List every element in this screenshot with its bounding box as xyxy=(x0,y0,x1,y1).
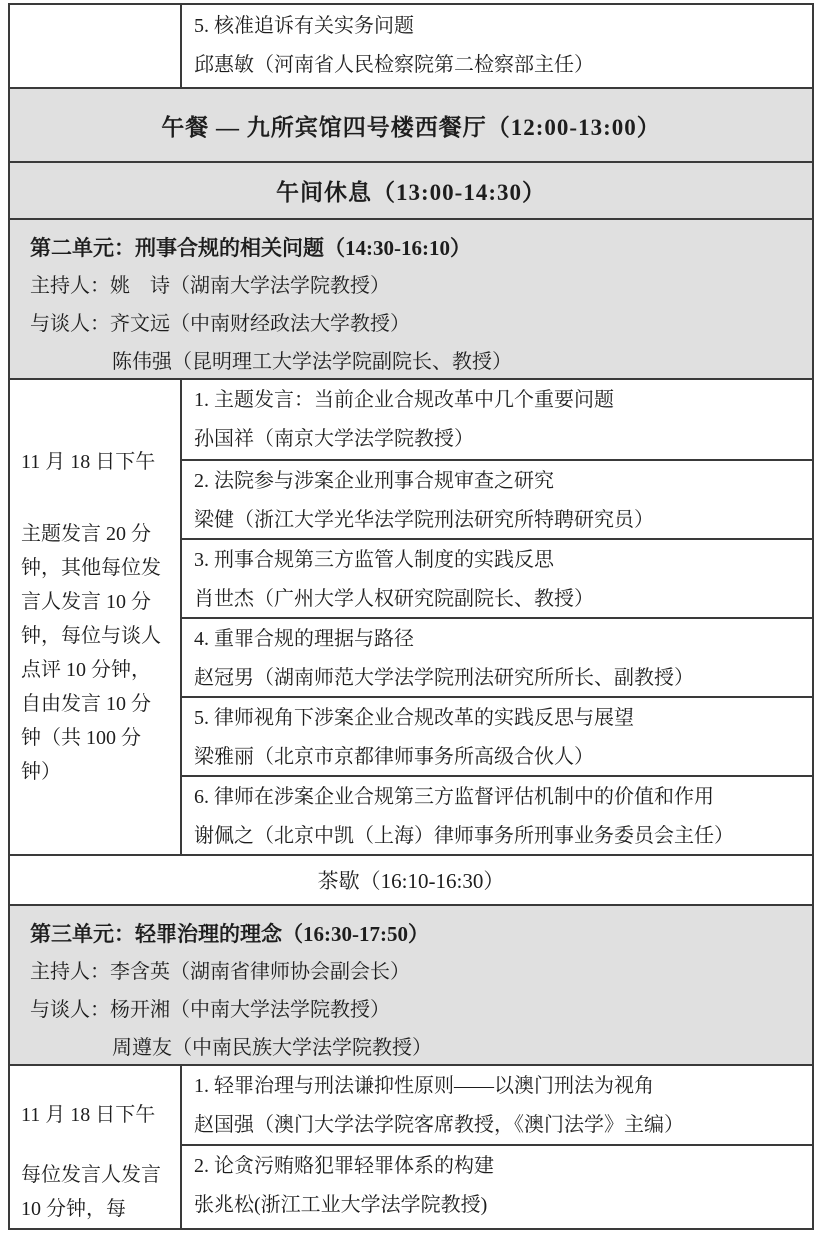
unit2-time-cell xyxy=(10,380,182,854)
unit2-header xyxy=(10,218,812,378)
item-topic: 2. 法院参与涉案企业刑事合规审查之研究 xyxy=(194,470,554,492)
item-topic: 3. 刑事合规第三方监管人制度的实践反思 xyxy=(194,549,554,571)
item-topic: 5. 律师视角下涉案企业合规改革的实践反思与展望 xyxy=(194,707,634,729)
lunch-banner: 午餐 — 九所宾馆四号楼西餐厅（12:00-13:00） xyxy=(10,87,812,161)
session-date: 11 月 18 日下午 xyxy=(21,1104,156,1126)
unit3-discussant-1: 与谈人：杨开湘（中南大学法学院教授） xyxy=(30,999,390,1021)
item-speaker: 梁健（浙江大学光华法学院刑法研究所特聘研究员） xyxy=(194,509,654,531)
item-speaker: 谢佩之（北京中凯（上海）律师事务所刑事业务委员会主任） xyxy=(194,825,734,847)
item-speaker: 赵国强（澳门大学法学院客席教授，《澳门法学》主编） xyxy=(194,1114,684,1136)
item-speaker: 肖世杰（广州大学人权研究院副院长、教授） xyxy=(194,588,594,610)
session-item xyxy=(182,775,812,854)
item-speaker: 孙国祥（南京大学法学院教授） xyxy=(194,428,474,450)
session-item xyxy=(182,696,812,775)
noon-break-banner: 午间休息（13:00-14:30） xyxy=(10,161,812,218)
unit3-title: 第三单元：轻罪治理的理念（16:30-17:50） xyxy=(30,922,429,946)
item-topic: 2. 论贪污贿赂犯罪轻罪体系的构建 xyxy=(194,1155,494,1177)
session-item xyxy=(182,459,812,538)
item-topic: 1. 轻罪治理与刑法谦抑性原则——以澳门刑法为视角 xyxy=(194,1075,654,1097)
item-topic: 4. 重罪合规的理据与路径 xyxy=(194,628,414,650)
item-topic: 5. 核准追诉有关实务问题 xyxy=(194,15,414,37)
item-speaker: 张兆松(浙江工业大学法学院教授) xyxy=(194,1194,488,1216)
unit3-time-cell xyxy=(10,1066,182,1228)
unit2-title: 第二单元：刑事合规的相关问题（14:30-16:10） xyxy=(30,236,471,260)
session-item xyxy=(182,1144,812,1228)
item-topic: 6. 律师在涉案企业合规第三方监督评估机制中的价值和作用 xyxy=(194,786,714,808)
session-duration-note: 每位发言人发言 10 分钟，每 xyxy=(21,1164,161,1220)
session-duration-note: 主题发言 20 分钟，其他每位发言人发言 10 分钟，每位与谈人点评 10 分钟，自由发言 10 分钟（共 100 分钟） xyxy=(21,523,161,783)
tea-break-row: 茶歇（16:10-16:30） xyxy=(10,854,812,904)
item-speaker: 赵冠男（湖南师范大学法学院刑法研究所所长、副教授） xyxy=(194,667,694,689)
unit3-body xyxy=(10,1064,812,1228)
session-item xyxy=(182,380,812,459)
unit3-host: 主持人：李含英（湖南省律师协会副会长） xyxy=(30,961,410,983)
item-speaker: 邱惠敏（河南省人民检察院第二检察部主任） xyxy=(194,54,594,76)
agenda-table xyxy=(8,3,814,1230)
item-speaker: 梁雅丽（北京市京都律师事务所高级合伙人） xyxy=(194,746,594,768)
unit3-discussant-2: 周遵友（中南民族大学法学院教授） xyxy=(112,1037,432,1059)
unit2-body xyxy=(10,378,812,854)
item-topic: 1. 主题发言：当前企业合规改革中几个重要问题 xyxy=(194,389,614,411)
session-item xyxy=(182,5,812,87)
session-date: 11 月 18 日下午 xyxy=(21,451,156,473)
unit2-discussant-2: 陈伟强（昆明理工大学法学院副院长、教授） xyxy=(112,351,512,373)
unit2-host: 主持人：姚 诗（湖南大学法学院教授） xyxy=(30,275,390,297)
unit3-header xyxy=(10,904,812,1064)
session-item xyxy=(182,538,812,617)
table-row-carryover xyxy=(10,5,812,87)
session-item xyxy=(182,617,812,696)
unit2-items xyxy=(182,380,812,854)
unit2-discussant-1: 与谈人：齐文远（中南财经政法大学教授） xyxy=(30,313,410,335)
time-cell-empty xyxy=(10,5,182,87)
session-item xyxy=(182,1066,812,1144)
unit3-items xyxy=(182,1066,812,1228)
